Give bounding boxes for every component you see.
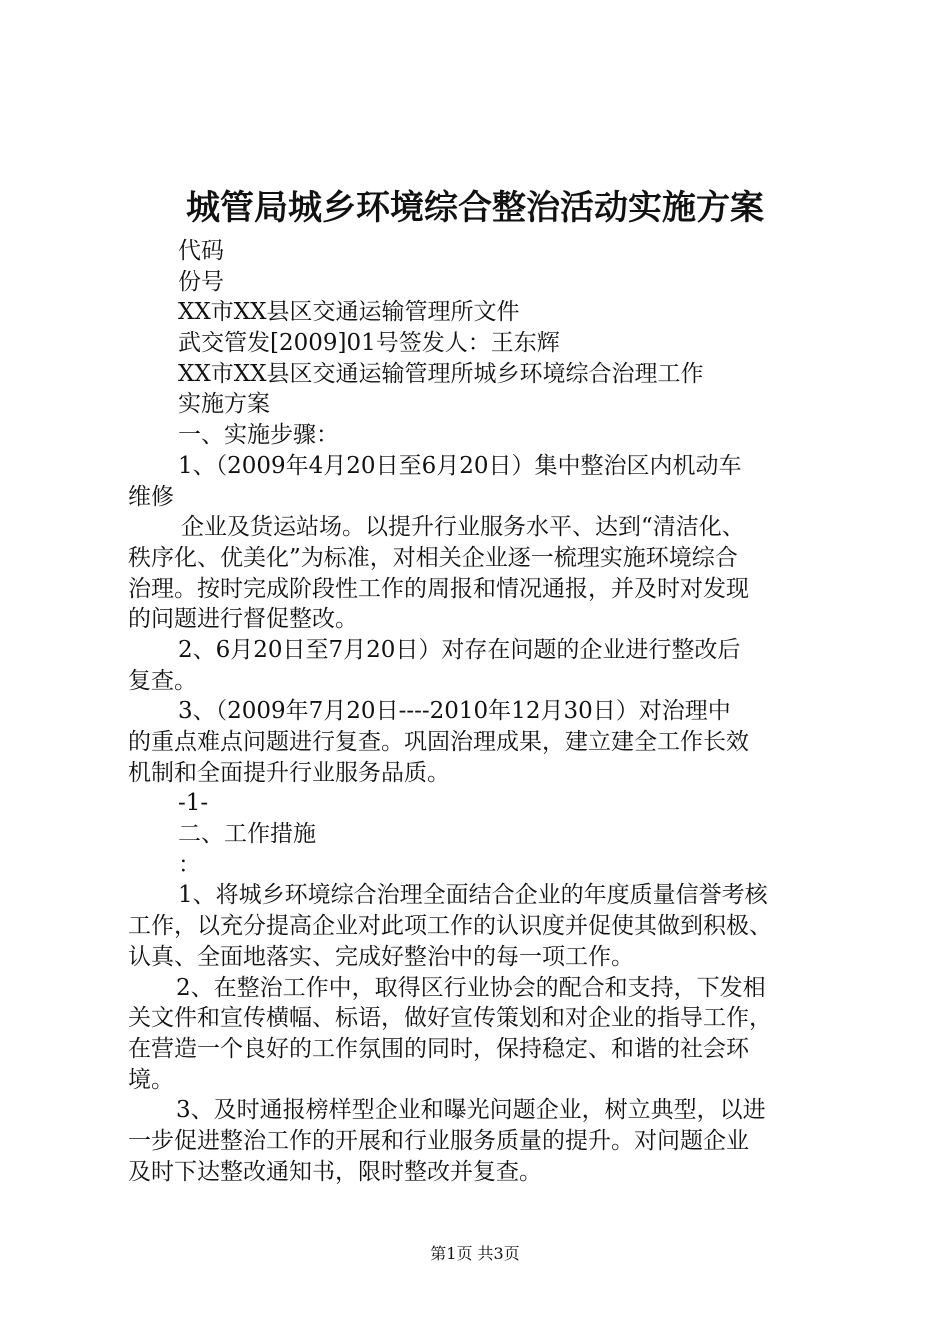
text-line-code: 代码 [178, 238, 224, 264]
paragraph-line: 2、6月20日至7月20日）对存在问题的企业进行整改后 [178, 636, 741, 663]
document-title: 城管局城乡环境综合整治活动实施方案 [186, 188, 764, 228]
page-footer: 第1页 共3页 [430, 1244, 520, 1263]
paragraph-line: 维修 [128, 483, 174, 510]
paragraph-line: 1、（2009年4月20日至6月20日）集中整治区内机动车 [178, 452, 742, 479]
paragraph-line: 企业及货运站场。以提升行业服务水平、达到“清洁化、 [181, 514, 745, 541]
paragraph-line: 关文件和宣传横幅、标语，做好宣传策划和对企业的指导工作， [128, 1005, 772, 1032]
paragraph-line: 治理。按时完成阶段性工作的周报和情况通报，并及时对发现 [128, 575, 749, 602]
paragraph-line: 机制和全面提升行业服务品质。 [128, 759, 450, 786]
paragraph-line: 一步促进整治工作的开展和行业服务质量的提升。对问题企业 [128, 1127, 749, 1154]
paragraph-line: 在营造一个良好的工作氛围的同时，保持稳定、和谐的社会环 [128, 1035, 749, 1062]
text-line-subtitle: XX市XX县区交通运输管理所城乡环境综合治理工作 [178, 360, 704, 387]
document-body [128, 236, 838, 1187]
paragraph-line: 认真、全面地落实、完成好整治中的每一项工作。 [128, 943, 634, 970]
paragraph-line: 境。 [128, 1066, 174, 1093]
paragraph-line: 的问题进行督促整改。 [128, 606, 358, 633]
paragraph-line: 1、将城乡环境综合治理全面结合企业的年度质量信誉考核 [178, 882, 768, 909]
text-line-copy-number: 份号 [178, 268, 224, 295]
paragraph-line: 及时下达整改通知书，限时整改并复查。 [128, 1158, 542, 1185]
paragraph-line: 2、在整治工作中，取得区行业协会的配合和支持，下发相 [176, 974, 766, 1001]
paragraph-line: ： [178, 851, 201, 878]
paragraph-line: 的重点难点问题进行复查。巩固治理成果，建立建全工作长效 [128, 729, 749, 755]
paragraph-line: 3、及时通报榜样型企业和曝光问题企业，树立典型，以进 [176, 1097, 766, 1124]
section-heading-steps: 一、实施步骤： [178, 422, 339, 449]
paragraph-line: 复查。 [128, 667, 197, 694]
inline-page-marker: -1- [178, 790, 209, 817]
section-heading-measures: 二、工作措施 [178, 821, 316, 848]
text-line-subtitle-2: 实施方案 [178, 391, 270, 418]
paragraph-line: 秩序化、优美化”为标准，对相关企业逐一梳理实施环境综合 [128, 544, 738, 571]
text-line-doc-number: 武交管发[2009]01号签发人：王东辉 [178, 330, 560, 357]
text-line-issuer: XX市XX县区交通运输管理所文件 [178, 299, 520, 326]
paragraph-line: 工作，以充分提高企业对此项工作的认识度并促使其做到积极、 [128, 913, 772, 940]
paragraph-line: 3、（2009年7月20日----2010年12月30日）对治理中 [178, 698, 731, 725]
